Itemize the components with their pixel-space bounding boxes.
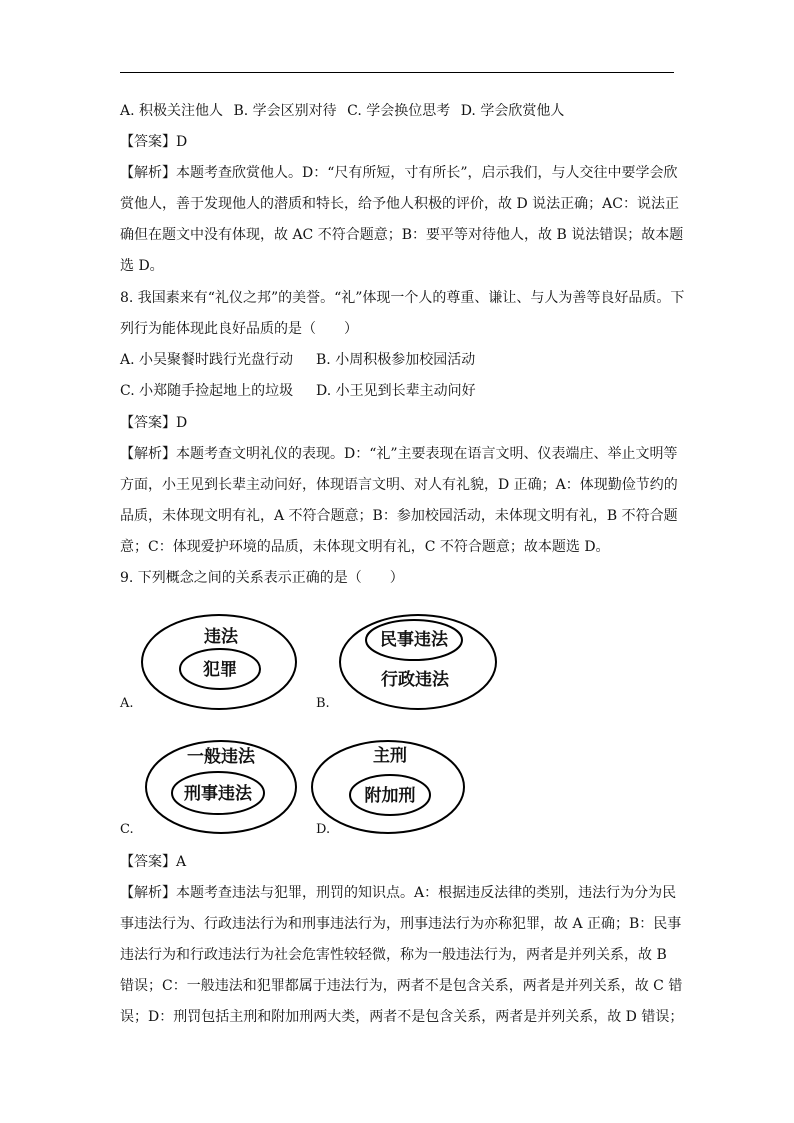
q8-answer: 【答案】D — [120, 415, 188, 431]
q8-options-row — [120, 381, 680, 401]
q8-analysis-line: 意；C：体现爱护环境的品质，未体现文明有礼，C 不符合题意；故本题选 D。 — [120, 539, 610, 555]
q9-analysis-line: 事违法行为、行政违法行为和刑事违法行为，刑事违法行为亦称犯罪，故 A 正确；B：民事 — [120, 916, 682, 932]
inner-label: 民事违法 — [380, 630, 448, 650]
inner-label: 附加刑 — [364, 786, 416, 806]
q9-answer: 【答案】A — [120, 854, 187, 870]
diagram-d-letter: D. — [316, 822, 331, 837]
q8-option-b: B. 小周积极参加校园活动 — [316, 352, 476, 368]
inner-label: 犯罪 — [203, 660, 237, 680]
q7-options — [120, 101, 680, 121]
q8-analysis-line: 【解析】本题考查文明礼仪的表现。D：“礼”主要表现在语言文明、仪表端庄、举止文明等 — [120, 446, 678, 462]
diagram-a — [140, 612, 298, 712]
q9-analysis-line: 【解析】本题考查违法与犯罪，刑罚的知识点。A：根据违反法律的类别，违法行为分为民 — [120, 885, 677, 901]
q8-option-d: D. 小王见到长辈主动问好 — [316, 383, 476, 399]
diagram-d — [310, 737, 466, 837]
q8-stem-line: 列行为能体现此良好品质的是（ ） — [120, 321, 358, 337]
outer-label: 违法 — [204, 627, 238, 647]
diagram-a-svg — [140, 612, 298, 712]
outer-label: 主刑 — [373, 746, 407, 766]
q8-analysis-line: 品质，未体现文明有礼，A 不符合题意；B：参加校园活动，未体现文明有礼，B 不符合题 — [120, 508, 678, 524]
diagram-c — [144, 737, 298, 837]
q7-option-d: D. 学会欣赏他人 — [460, 103, 565, 119]
diagram-c-svg — [144, 737, 298, 837]
outer-label: 一般违法 — [187, 747, 255, 767]
q7-analysis-line: 赏他人，善于发现他人的潜质和特长，给予他人积极的评价，故 D 说法正确；AC：说法正 — [120, 196, 679, 212]
q7-analysis-line: 确但在题文中没有体现，故 AC 不符合题意；B：要平等对待他人，故 B 说法错误；故本题 — [120, 227, 684, 243]
q9-stem: 9. 下列概念之间的关系表示正确的是（ ） — [120, 570, 404, 586]
diagram-a-letter: A. — [120, 696, 134, 711]
q8-option-c: C. 小郑随手捡起地上的垃圾 — [120, 383, 294, 399]
q8-analysis-line: 方面，小王见到长辈主动问好，体现语言文明、对人有礼貌，D 正确；A：体现勤俭节约的 — [120, 477, 678, 493]
outer-label: 行政违法 — [381, 670, 449, 690]
q9-analysis-line: 错误；C：一般违法和犯罪都属于违法行为，两者不是包含关系，两者是并列关系，故 C 错 — [120, 978, 683, 994]
q9-analysis-line: 违法行为和行政违法行为社会危害性较轻微，称为一般违法行为，两者是并列关系，故 B — [120, 947, 667, 963]
q7-analysis-line: 【解析】本题考查欣赏他人。D：“尺有所短，寸有所长”，启示我们，与人交往中要学会欣 — [120, 165, 678, 181]
q9-analysis-line: 误；D：刑罚包括主刑和附加刑两大类，两者不是包含关系，两者是并列关系，故 D 错误； — [120, 1009, 684, 1025]
q8-option-a: A. 小吴聚餐时践行光盘行动 — [120, 352, 294, 368]
q7-answer: 【答案】D — [120, 134, 188, 150]
q8-stem-line: 8. 我国素来有“礼仪之邦”的美誉。“礼”体现一个人的尊重、谦让、与人为善等良好品质。下 — [120, 290, 685, 306]
q7-option-b: B. 学会区别对待 — [233, 103, 337, 119]
diagram-b-letter: B. — [316, 696, 330, 711]
q7-analysis-line: 选 D。 — [120, 258, 164, 274]
diagram-c-letter: C. — [120, 822, 134, 837]
q8-options-row — [120, 350, 680, 370]
q7-option-a: A. 积极关注他人 — [120, 103, 224, 119]
diagram-b — [338, 612, 498, 712]
q7-option-c: C. 学会换位思考 — [347, 103, 451, 119]
diagram-b-svg — [338, 612, 498, 712]
inner-label: 刑事违法 — [184, 784, 252, 804]
diagram-d-svg — [310, 737, 466, 837]
header-rule — [120, 72, 674, 73]
